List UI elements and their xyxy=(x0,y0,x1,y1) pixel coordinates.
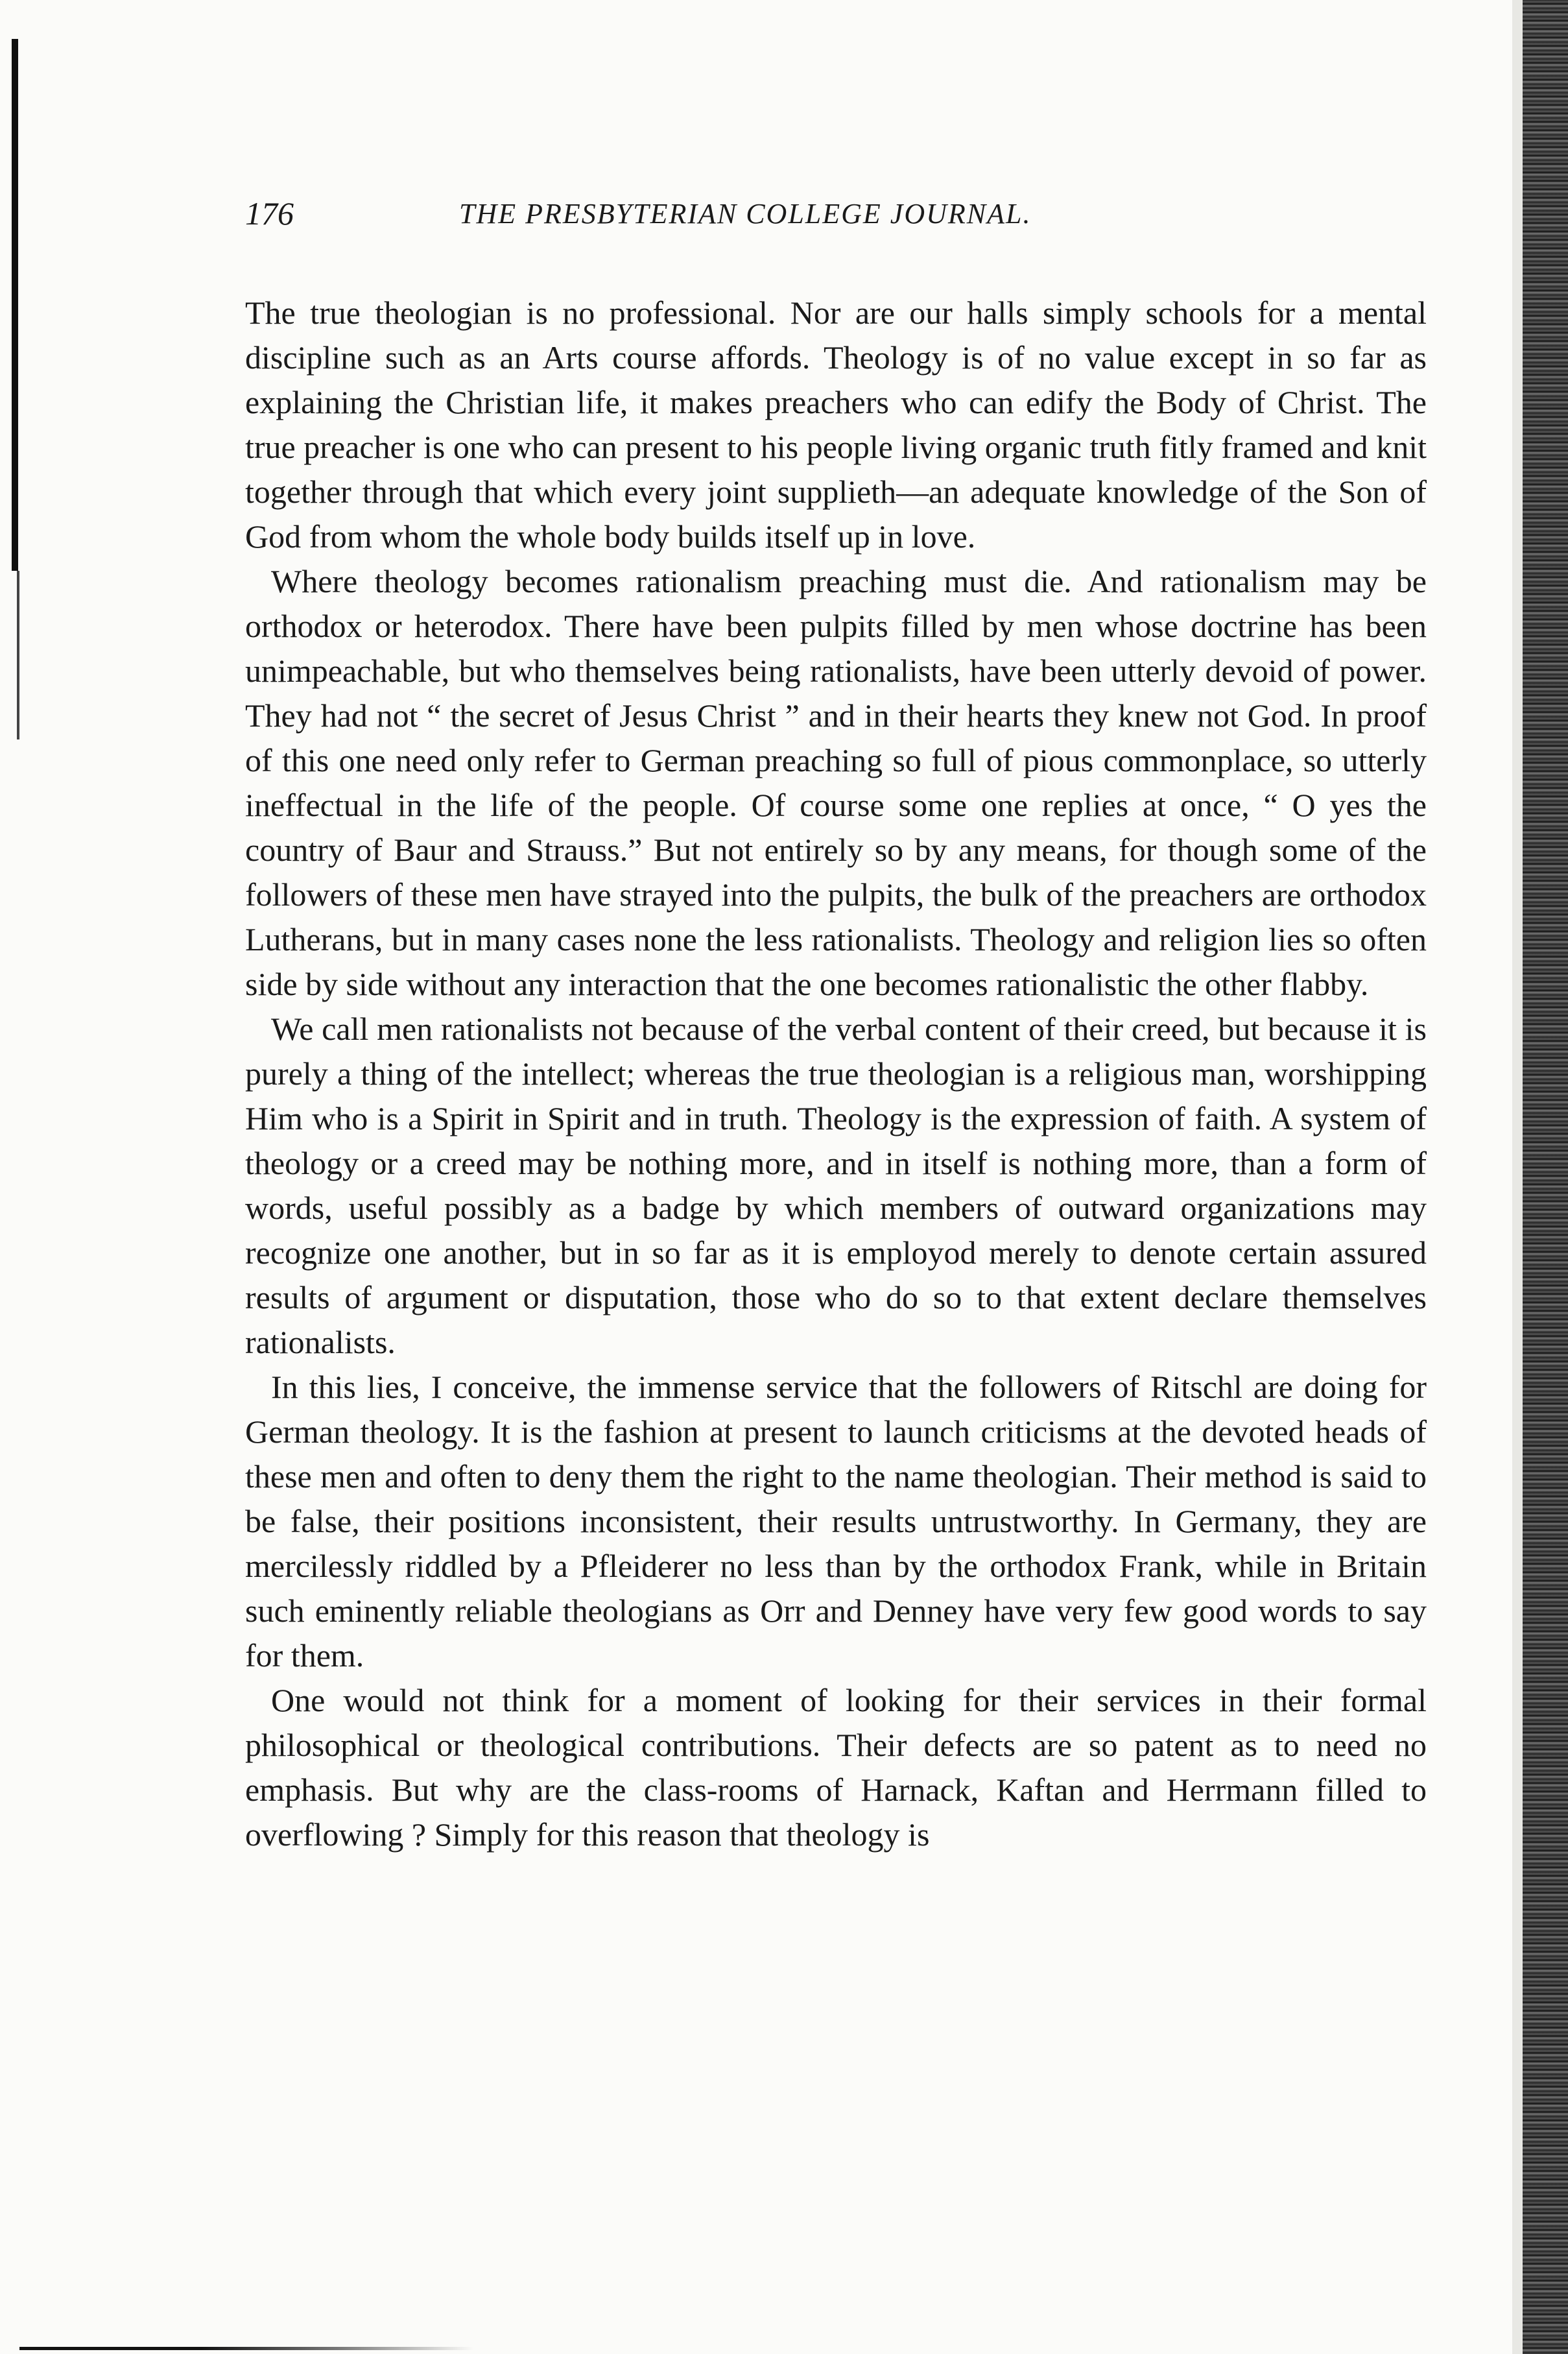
paragraph: We call men rationalists not because of the verbal content of their creed, but because it is purely a thing of the intellect; whereas the true theologian is a religious man, worshipping Him who is a Spirit in Spirit and in truth. Theology is the expression of faith. A system of theology or a creed may be nothing more, and in itself is nothing more, than a form of words, useful possibly as a badge by which members of outward organizations may recognize one another, but in so far as it is employod merely to denote certain assured results of argument or disputation, those who do so to that extent declare themselves rationalists. xyxy=(245,1011,1427,1360)
paragraph: One would not think for a moment of looking for their services in their formal philosophical or theological contributions. Their defects are so patent as to need no emphasis. But why are the class-rooms of Harnack, Kaftan and Herrmann filled to overflowing ? Simply for this reason that theology is xyxy=(245,1682,1427,1853)
paragraph: Where theology becomes rationalism preaching must die. And rationalism may be orthodox or heterodox. There have been pulpits filled by men whose doctrine has been unimpeachable, but who themselves being rationalists, have been utterly devoid of power. They had not “ the secret of Jesus Christ ” and in their hearts they knew not God. In proof of this one need only refer to German preaching so full of pious commonplace, so utterly ineffectual in the life of the people. Of course some one replies at once, “ O yes the country of Baur and Strauss.” But not entirely so by any means, for though some of the followers of these men have strayed into the pulpits, the bulk of the preachers are orthodox Lutherans, but in many cases none the less rationalists. Theology and religion lies so often side by side without any interaction that the one becomes rationalistic the other flabby. xyxy=(245,563,1427,1002)
scan-edge-left-faint xyxy=(17,571,19,739)
scan-edge-right xyxy=(1523,0,1568,2354)
page-header xyxy=(245,195,1425,246)
paragraph: The true theologian is no professional. Nor are our halls simply schools for a mental discipline such as an Arts course affords. Theology is of no value except in so far as explaining the Christian life, it makes preachers who can edify the Body of Christ. The true preacher is one who can present to his people living organic truth fitly framed and knit together through that which every joint supplieth—an adequate knowledge of the Son of God from whom the whole body builds itself up in love. xyxy=(245,294,1427,555)
scan-edge-bottom xyxy=(19,2347,473,2350)
scan-edge-left xyxy=(12,39,18,571)
body-text xyxy=(245,291,1427,1857)
paragraph: In this lies, I conceive, the immense service that the followers of Ritschl are doing for German theology. It is the fashion at present to launch criticisms at the devoted heads of these men and often to deny them the right to the name theologian. Their method is said to be false, their positions inconsistent, their results untrustworthy. In Germany, they are mercilessly riddled by a Pfleiderer no less than by the orthodox Frank, while in Britain such eminently reliable theologians as Orr and Denney have very few good words to say for them. xyxy=(245,1369,1427,1674)
running-title: THE PRESBYTERIAN COLLEGE JOURNAL. xyxy=(459,198,1032,230)
scan-margin-right xyxy=(1512,0,1523,2354)
page-number: 176 xyxy=(245,195,294,232)
